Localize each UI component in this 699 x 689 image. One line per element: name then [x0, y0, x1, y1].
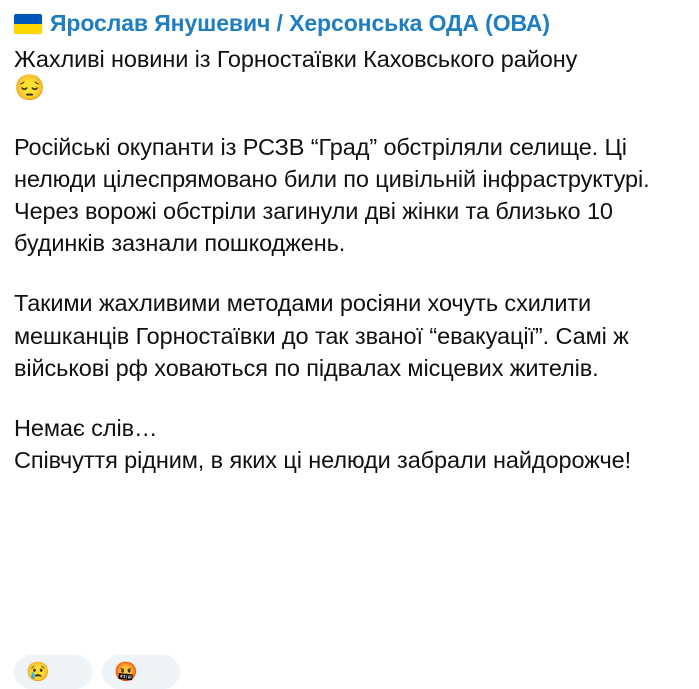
post-paragraph-4: Немає слів… [14, 415, 158, 441]
reaction-button-angry[interactable] [102, 655, 180, 689]
post-paragraph-5: Співчуття рідним, в яких ці нелюди забрали найдорожче! [14, 447, 632, 474]
reactions-bar [14, 655, 180, 689]
post-header [14, 10, 685, 37]
angry-face-icon: 🤬 [114, 661, 138, 683]
channel-name-link[interactable]: Ярослав Янушевич / Херсонська ОДА (ОВА) [50, 10, 550, 36]
post-paragraph-2: Російські окупанти із РСЗВ “Град” обстріляли селище. Ці нелюди цілеспрямовано били по цивільній інфраструктурі. Через ворожі обстріли загинули дві жінки та близько 10 будинків зазнали пошкоджень. [14, 133, 656, 257]
crying-face-icon: 😢 [26, 661, 50, 683]
flag-top-stripe [14, 14, 42, 24]
post-paragraph-1: Жахливі новини із Горностаївки Каховського району [14, 46, 578, 72]
post-emoji-sad: 😔 [14, 74, 46, 103]
post-body [14, 43, 685, 476]
reaction-button-crying[interactable] [14, 655, 92, 689]
ukraine-flag-icon [14, 14, 42, 34]
flag-bottom-stripe [14, 24, 42, 34]
post-paragraph-3: Такими жахливими методами росіяни хочуть схилити мешканців Горностаївки до так званої “евакуації”. Самі ж військові рф ховаються по підвалах місцевих жителів. [14, 290, 636, 381]
